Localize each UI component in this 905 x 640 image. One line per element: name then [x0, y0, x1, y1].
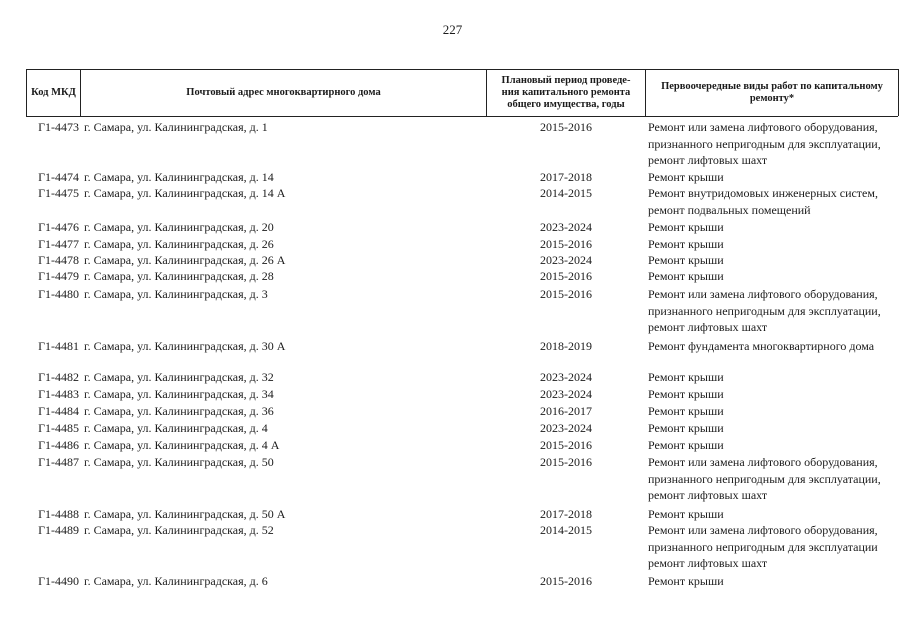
- row-works-line: ремонт лифтовых шахт: [648, 556, 768, 570]
- row-code: Г1-4473: [38, 120, 79, 134]
- row-period: 2015-2016: [540, 269, 592, 283]
- row-period: 2018-2019: [540, 339, 592, 353]
- row-address: г. Самара, ул. Калининградская, д. 4: [84, 421, 268, 435]
- row-works-line: Ремонт крыши: [648, 574, 724, 588]
- row-code: Г1-4483: [38, 387, 79, 401]
- row-works-line: Ремонт фундамента многоквартирного дома: [648, 339, 875, 353]
- row-address: г. Самара, ул. Калининградская, д. 20: [84, 220, 274, 234]
- row-address: г. Самара, ул. Калининградская, д. 50: [84, 455, 274, 469]
- row-works: [648, 386, 900, 403]
- row-works-line: Ремонт крыши: [648, 269, 724, 283]
- row-address: г. Самара, ул. Калининградская, д. 6: [84, 574, 268, 588]
- row-period: 2023-2024: [540, 421, 592, 435]
- header-period: [487, 69, 645, 116]
- row-code: Г1-4488: [38, 507, 79, 521]
- page-number: 227: [442, 22, 463, 37]
- row-code: Г1-4482: [38, 370, 79, 384]
- row-works: [648, 185, 900, 218]
- row-works-line: Ремонт крыши: [648, 170, 724, 184]
- row-works-line: ремонт лифтовых шахт: [648, 153, 768, 167]
- row-works-line: Ремонт крыши: [648, 237, 724, 251]
- row-code: Г1-4485: [38, 421, 79, 435]
- row-code: Г1-4484: [38, 404, 79, 418]
- row-works: [648, 573, 900, 590]
- row-address: г. Самара, ул. Калининградская, д. 3: [84, 287, 268, 301]
- row-period: 2023-2024: [540, 220, 592, 234]
- row-code: Г1-4487: [38, 455, 79, 469]
- row-works-line: Ремонт или замена лифтового оборудования,: [648, 455, 878, 469]
- row-works-line: Ремонт или замена лифтового оборудования,: [648, 523, 878, 537]
- row-period: 2015-2016: [540, 455, 592, 469]
- row-works-line: ремонт подвальных помещений: [648, 202, 811, 217]
- row-works-line: ремонт лифтовых шахт: [648, 488, 768, 502]
- row-works-line: Ремонт крыши: [648, 253, 724, 267]
- row-address: г. Самара, ул. Калининградская, д. 4 А: [84, 438, 280, 452]
- row-period: 2015-2016: [540, 574, 592, 588]
- header-period-line: общего имущества, годы: [507, 98, 625, 110]
- row-works: [648, 369, 900, 386]
- row-code: Г1-4477: [38, 237, 79, 251]
- row-address: г. Самара, ул. Калининградская, д. 1: [84, 120, 268, 134]
- row-works: [648, 403, 900, 420]
- header-works: [646, 69, 898, 116]
- row-works-line: Ремонт крыши: [648, 220, 724, 234]
- row-works-line: Ремонт крыши: [648, 404, 724, 418]
- row-period: 2015-2016: [540, 287, 592, 301]
- row-address: г. Самара, ул. Калининградская, д. 36: [84, 404, 274, 418]
- row-address: г. Самара, ул. Калининградская, д. 26 А: [84, 253, 286, 267]
- row-works: [648, 268, 900, 285]
- header-works-line: ремонту*: [749, 92, 795, 104]
- row-works-line: признанного непригодным для эксплуатации,: [648, 136, 881, 151]
- row-works: [648, 119, 900, 169]
- row-period: 2015-2016: [540, 237, 592, 251]
- row-works: [648, 252, 900, 269]
- header-address: Почтовый адрес многоквартирного дома: [186, 86, 381, 98]
- row-code: Г1-4479: [38, 269, 79, 283]
- row-period: 2015-2016: [540, 120, 592, 134]
- row-code: Г1-4474: [38, 170, 79, 184]
- row-code: Г1-4481: [38, 339, 79, 353]
- row-works: [648, 506, 900, 523]
- row-works-line: признанного непригодным для эксплуатации,: [648, 471, 881, 486]
- row-code: Г1-4480: [38, 287, 79, 301]
- row-period: 2016-2017: [540, 404, 592, 418]
- row-works: [648, 169, 900, 186]
- row-address: г. Самара, ул. Калининградская, д. 14: [84, 170, 274, 184]
- row-works-line: Ремонт крыши: [648, 507, 724, 521]
- row-works-line: Ремонт крыши: [648, 387, 724, 401]
- row-address: г. Самара, ул. Калининградская, д. 34: [84, 387, 274, 401]
- row-period: 2014-2015: [540, 186, 592, 200]
- header-period-line: Плановый период проведе-: [501, 74, 631, 86]
- row-code: Г1-4478: [38, 253, 79, 267]
- row-works-line: Ремонт внутридомовых инженерных систем,: [648, 186, 878, 200]
- row-works-line: Ремонт крыши: [648, 421, 724, 435]
- row-code: Г1-4489: [38, 523, 79, 537]
- row-works-line: признанного непригодным для эксплуатации: [648, 539, 878, 554]
- row-code: Г1-4486: [38, 438, 79, 452]
- header-bottom-border: [26, 116, 898, 117]
- row-address: г. Самара, ул. Калининградская, д. 30 А: [84, 339, 286, 353]
- row-address: г. Самара, ул. Калининградская, д. 52: [84, 523, 274, 537]
- row-address: г. Самара, ул. Калининградская, д. 14 А: [84, 186, 286, 200]
- header-divider: [898, 69, 899, 116]
- row-period: 2023-2024: [540, 370, 592, 384]
- row-works: [648, 437, 900, 454]
- header-works-line: Первоочередные виды работ по капитальному: [661, 80, 883, 92]
- row-works-line: Ремонт или замена лифтового оборудования,: [648, 287, 878, 301]
- header-period-line: ния капитального ремонта: [501, 86, 631, 98]
- row-period: 2014-2015: [540, 523, 592, 537]
- row-works: [648, 522, 900, 572]
- row-works: [648, 219, 900, 236]
- row-address: г. Самара, ул. Калининградская, д. 26: [84, 237, 274, 251]
- row-code: Г1-4475: [38, 186, 79, 200]
- row-works-line: ремонт лифтовых шахт: [648, 320, 768, 334]
- row-works-line: признанного непригодным для эксплуатации,: [648, 303, 881, 318]
- row-period: 2023-2024: [540, 387, 592, 401]
- header-code: Код МКД: [31, 86, 76, 98]
- row-works: [648, 236, 900, 253]
- row-period: 2017-2018: [540, 170, 592, 184]
- row-address: г. Самара, ул. Калининградская, д. 50 А: [84, 507, 286, 521]
- row-works: [648, 454, 900, 504]
- row-period: 2023-2024: [540, 253, 592, 267]
- row-code: Г1-4476: [38, 220, 79, 234]
- row-works: [648, 286, 900, 336]
- row-works-line: Ремонт крыши: [648, 370, 724, 384]
- row-works: [648, 420, 900, 437]
- row-period: 2015-2016: [540, 438, 592, 452]
- row-address: г. Самара, ул. Калининградская, д. 32: [84, 370, 274, 384]
- row-address: г. Самара, ул. Калининградская, д. 28: [84, 269, 274, 283]
- row-works: [648, 338, 900, 355]
- row-period: 2017-2018: [540, 507, 592, 521]
- row-works-line: Ремонт крыши: [648, 438, 724, 452]
- row-code: Г1-4490: [38, 574, 79, 588]
- row-works-line: Ремонт или замена лифтового оборудования,: [648, 120, 878, 134]
